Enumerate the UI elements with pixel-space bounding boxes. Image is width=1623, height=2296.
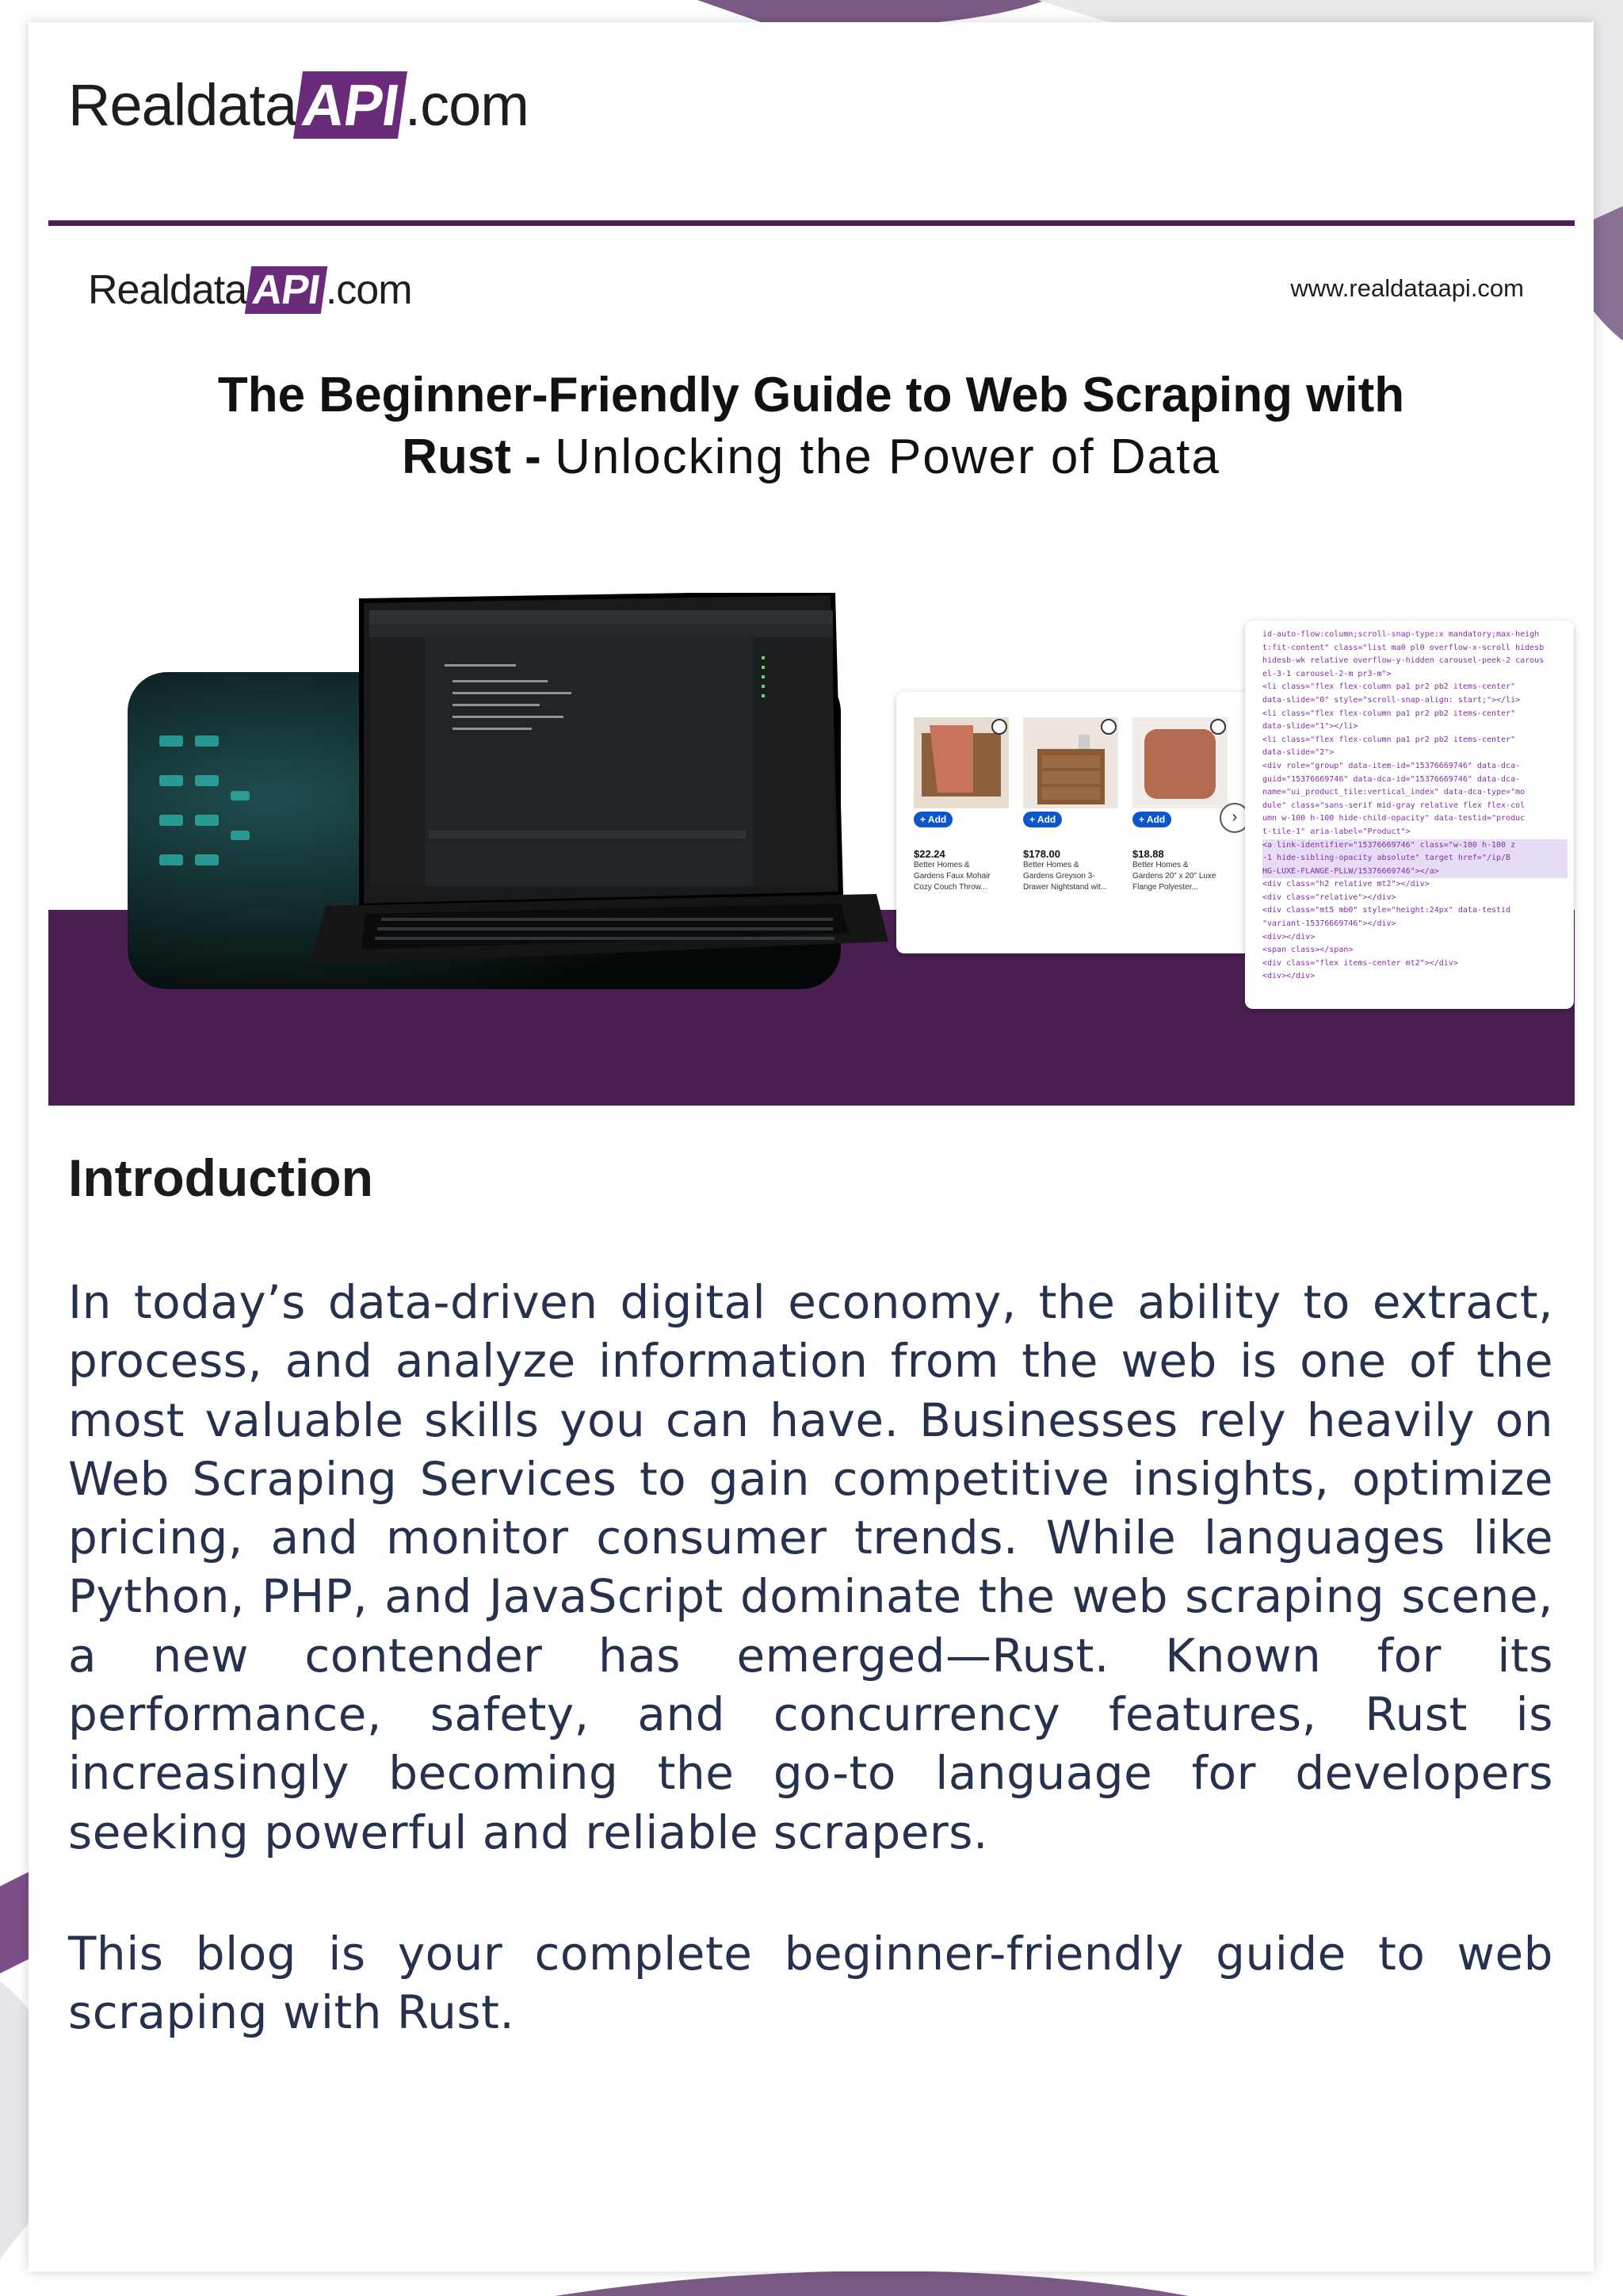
devtools-code-panel bbox=[1245, 621, 1574, 1009]
intro-paragraph-1: In today’s data-driven digital economy, the ability to extract, process, and analyze information from the web is one of the most valuable skills you can have. Businesses rely heavily on Web Scraping Services to gain competitive insights, optimize pricing, and monitor consumer trends. While languages like Python, PHP, and JavaScript dominate the web scraping scene, a new contender has emerged—Rust. Known for its performance, safety, and concurrency features, Rust is increasingly becoming the go-to language for developers seeking powerful and reliable scrapers. bbox=[68, 1275, 1553, 1859]
code-line: <li class="flex flex-column pa1 pr2 pb2 items-center" bbox=[1262, 682, 1516, 692]
laptop-image bbox=[128, 593, 888, 1037]
add-button[interactable]: + Add bbox=[914, 812, 953, 827]
product-tile[interactable] bbox=[1023, 717, 1118, 893]
product-price: $178.00 bbox=[1023, 848, 1060, 860]
code-line: HG-LUXE-FLANGE-PLLW/15376669746"></a> bbox=[1262, 865, 1568, 879]
product-price: $18.88 bbox=[1132, 848, 1164, 860]
header-divider bbox=[48, 220, 1575, 226]
site-url[interactable]: www.realdataapi.com bbox=[1290, 274, 1524, 302]
add-button[interactable]: + Add bbox=[1132, 812, 1171, 827]
intro-heading: Introduction bbox=[68, 1148, 373, 1207]
title-rust: Rust - bbox=[402, 430, 541, 484]
product-name: Better Homes & Gardens Greyson 3- Drawer Nightstand wit... bbox=[1023, 861, 1108, 892]
code-line: <li class="flex flex-column pa1 pr2 pb2 items-center" bbox=[1262, 735, 1516, 744]
throw-blanket-image bbox=[914, 717, 1009, 808]
code-line: <a link-identifier="15376669746" class="w-100 h-100 z bbox=[1262, 839, 1568, 853]
document-page bbox=[29, 22, 1594, 2271]
code-line: hidesb-wk relative overflow-y-hidden carousel-peek-2 carous bbox=[1262, 656, 1545, 666]
product-price: $22.24 bbox=[914, 848, 945, 860]
code-line: t:fit-content" class="list ma0 pl0 overflow-x-scroll hidesb bbox=[1262, 643, 1545, 652]
code-line: id-auto-flow:column;scroll-snap-type:x mandatory;max-heigh bbox=[1262, 630, 1540, 639]
code-line: data-slide="0" style="scroll-snap-align: start;"></li> bbox=[1262, 695, 1521, 705]
product-tile[interactable] bbox=[914, 717, 1009, 893]
code-line: <span class></span> bbox=[1262, 946, 1354, 955]
code-line: dule" class="sans-serif mid-gray relative flex flex-col bbox=[1262, 800, 1526, 810]
code-line: data-slide="1"></li> bbox=[1262, 722, 1358, 732]
code-line: <div class="h2 relative mt2"></div> bbox=[1262, 880, 1430, 889]
code-line: <div role="group" data-item-id="15376669746" data-dca- bbox=[1262, 761, 1521, 770]
title-line-1: The Beginner-Friendly Guide to Web Scraping with bbox=[217, 368, 1405, 422]
hero-banner bbox=[48, 529, 1575, 1106]
realdataapi-logo[interactable]: RealdataAPI.com bbox=[68, 72, 529, 138]
code-line: t-tile-1" aria-label="Product"> bbox=[1262, 827, 1411, 836]
code-line: <div class="relative"></div> bbox=[1262, 892, 1396, 902]
code-line: guid="15376669746" data-dca-id="15376669746" data-dca- bbox=[1262, 774, 1521, 784]
code-line: <div></div> bbox=[1262, 932, 1316, 942]
add-button[interactable]: + Add bbox=[1023, 812, 1062, 827]
code-line: <div class="mt5 mb0" style="height:24px" data-testid bbox=[1262, 906, 1511, 915]
intro-paragraph-2: This blog is your complete beginner-friendly guide to web scraping with Rust. bbox=[68, 1927, 1553, 2040]
banner-logo: RealdataAPI.com bbox=[88, 267, 412, 313]
product-tile[interactable] bbox=[1132, 717, 1228, 893]
code-line: <div class="flex items-center mt2"></div> bbox=[1262, 958, 1458, 968]
code-line: name="ui_product_tile:vertical_index" data-dca-type="mo bbox=[1262, 788, 1526, 797]
product-name: Better Homes & Gardens Faux Mohair Cozy Couch Throw... bbox=[914, 861, 991, 892]
nightstand-image bbox=[1023, 717, 1118, 808]
code-line: -1 hide-sibling-opacity absolute" target href="/ip/B bbox=[1262, 852, 1568, 865]
document-title bbox=[29, 365, 1594, 488]
code-line: data-slide="2"> bbox=[1262, 748, 1335, 758]
code-line: <div></div> bbox=[1262, 972, 1316, 981]
pillow-image bbox=[1132, 717, 1228, 808]
product-card-panel bbox=[896, 692, 1253, 953]
code-line: el-3-1 carousel-2-m pr3-m"> bbox=[1262, 669, 1392, 678]
product-name: Better Homes & Gardens 20" x 20" Luxe Flange Polyester... bbox=[1132, 861, 1216, 892]
code-line: "variant-15376669746"></div> bbox=[1262, 919, 1396, 929]
code-line: umn w-100 h-100 hide-child-opacity" data-testid="produc bbox=[1262, 814, 1526, 823]
code-line: <li class="flex flex-column pa1 pr2 pb2 items-center" bbox=[1262, 709, 1516, 718]
carousel-next-icon[interactable]: › bbox=[1220, 803, 1250, 833]
title-subtitle: Unlocking the Power of Data bbox=[555, 430, 1220, 484]
